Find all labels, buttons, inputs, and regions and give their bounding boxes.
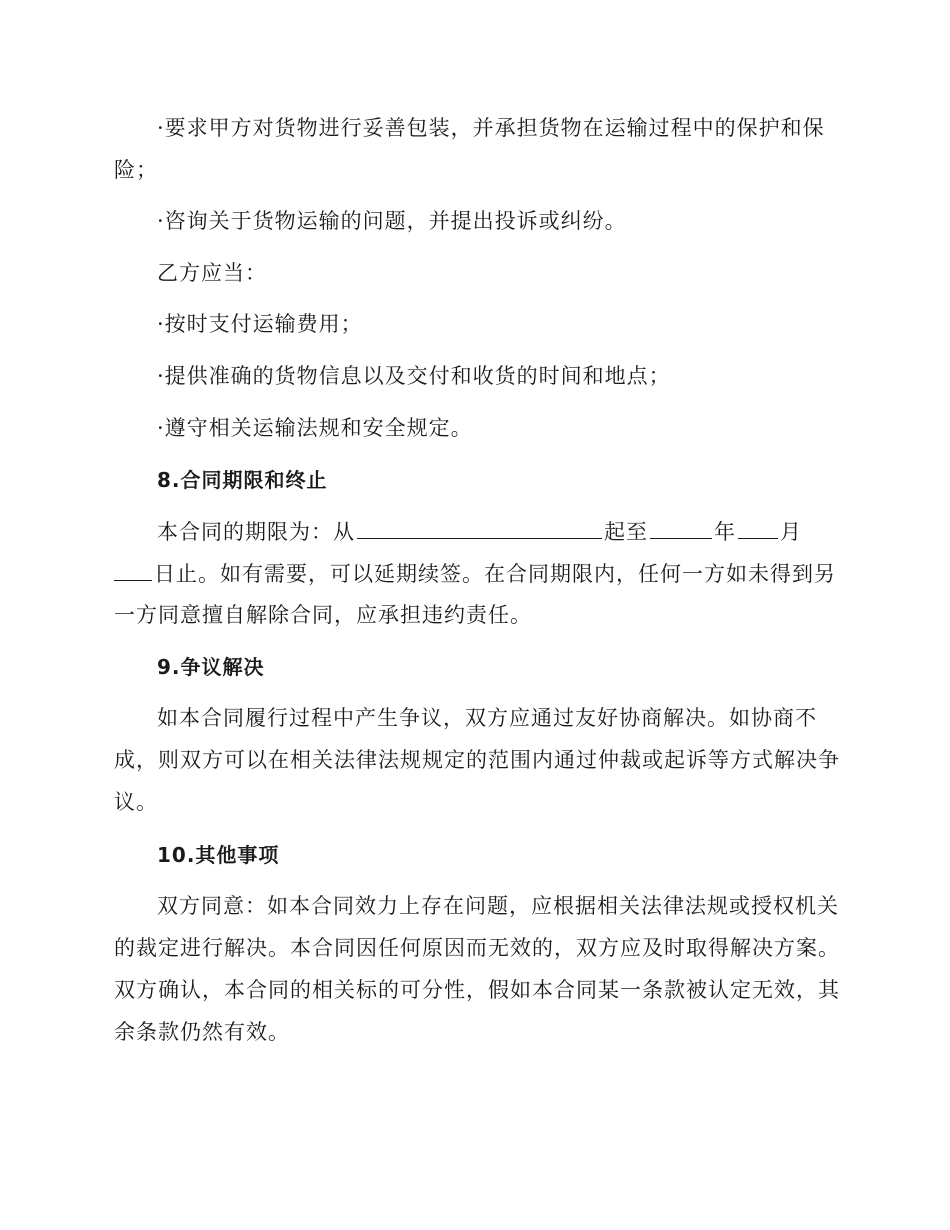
section-10-line-4: 余条款仍然有效。 [114, 1020, 290, 1044]
section-8-line-1 [157, 516, 802, 547]
party-b-obligation-1: ·按时支付运输费用； [157, 312, 363, 336]
section-9-line-1: 如本合同履行过程中产生争议，双方应通过友好协商解决。如协商不 [157, 706, 817, 730]
section-9-line-2: 成，则双方可以在相关法律法规规定的范围内通过仲裁或起诉等方式解决争 [114, 748, 840, 772]
section-10-line-2: 的裁定进行解决。本合同因任何原因而无效的，双方应及时取得解决方案。 [114, 936, 840, 960]
term-from-label: 本合同的期限为：从 [157, 520, 355, 544]
end-month-blank [738, 516, 778, 539]
year-label: 年 [714, 520, 736, 544]
section-8-line-2 [114, 558, 836, 589]
section-9-line-3: 议。 [114, 790, 158, 814]
party-b-intro: 乙方应当： [157, 261, 267, 285]
section-8-line-3: 一方同意擅自解除合同，应承担违约责任。 [114, 603, 532, 627]
end-day-blank [114, 558, 152, 581]
term-to-label: 起至 [604, 520, 648, 544]
party-a-obligation-1-line-2: 险； [114, 158, 158, 182]
section-10-line-3: 双方确认，本合同的相关标的可分性，假如本合同某一条款被认定无效，其 [114, 978, 840, 1002]
party-a-obligation-1-line-1: ·要求甲方对货物进行妥善包装，并承担货物在运输过程中的保护和保 [157, 116, 825, 140]
party-a-obligation-2: ·咨询关于货物运输的问题，并提出投诉或纠纷。 [157, 209, 627, 233]
section-10-line-1: 双方同意：如本合同效力上存在问题，应根据相关法律法规或授权机关 [157, 894, 839, 918]
party-b-obligation-2: ·提供准确的货物信息以及交付和收货的时间和地点； [157, 364, 671, 388]
party-b-obligation-3: ·遵守相关运输法规和安全规定。 [157, 416, 473, 440]
month-label: 月 [780, 520, 802, 544]
section-8-heading: 8.合同期限和终止 [157, 468, 328, 492]
section-8-line-2-text: 日止。如有需要，可以延期续签。在合同期限内，任何一方如未得到另 [154, 562, 836, 586]
end-year-blank [650, 516, 712, 539]
start-date-blank [357, 516, 602, 539]
section-10-heading: 10.其他事项 [157, 843, 280, 867]
section-9-heading: 9.争议解决 [157, 655, 265, 679]
